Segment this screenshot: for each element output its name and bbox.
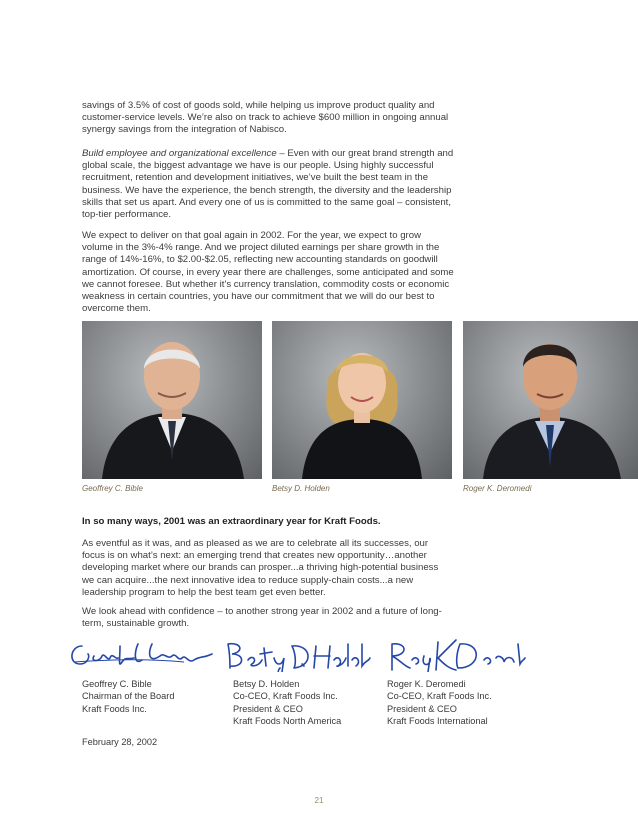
- signatory-title: Chairman of the Board: [82, 691, 175, 702]
- signatory-company: Kraft Foods Inc.: [82, 703, 147, 714]
- italic-lead: Build employee and organizational excellence: [82, 148, 277, 159]
- signatory-title: Co-CEO, Kraft Foods Inc.: [233, 691, 338, 702]
- paragraph-employee-excellence: [82, 148, 454, 221]
- signatory-name: Geoffrey C. Bible: [82, 679, 152, 689]
- italic-dash: –: [276, 148, 288, 159]
- paragraph-eventful-year: As eventful as it was, and as pleased as we are to celebrate all its successes, our focus is on what’s next: an emerging trend that creates new opportunity…another developing market where our brands can prosper...a thriving high-potential business we can acquire...the next innovative idea to reduce supply-chain costs...a new leadership program to help the best team get even better.: [82, 538, 439, 598]
- signatory-division: Kraft Foods International: [387, 716, 488, 727]
- signature-roger-deromedi: [386, 638, 526, 672]
- photo-roger-deromedi: [463, 321, 638, 479]
- paragraph-confidence: We look ahead with confidence – to another strong year in 2002 and a future of long-term, sustainable growth.: [82, 606, 442, 630]
- signatory-title-2: President & CEO: [233, 703, 303, 714]
- signatory-title: Co-CEO, Kraft Foods Inc.: [387, 691, 492, 702]
- signature-betsy-holden: [222, 638, 372, 672]
- headline: In so many ways, 2001 was an extraordinary year for Kraft Foods.: [82, 516, 381, 527]
- photo-betsy-holden: [272, 321, 452, 479]
- signatory-title-2: President & CEO: [387, 703, 457, 714]
- letter-date: February 28, 2002: [82, 737, 158, 747]
- paragraph-employee-body: Even with our great brand strength and global scale, the biggest advantage we have is our people. Using highly successful recruitment, retention and development initiatives, we’ve built the best team in the business. We have the experience, the bench strength, the diversity and the leadership skills that set us apart. And every one of us is committed to the same goal – consistent, top-tier performance.: [82, 148, 454, 221]
- signatory-division: Kraft Foods North America: [233, 716, 342, 727]
- photo-geoffrey-bible: [82, 321, 262, 479]
- paragraph-savings: savings of 3.5% of cost of goods sold, while helping us improve product quality and customer-service levels. We’re also on track to achieve $600 million in ongoing annual synergy savings from the integration of Nabisco.: [82, 100, 449, 136]
- caption-betsy-holden: Betsy D. Holden: [272, 484, 330, 493]
- page-number: 21: [314, 796, 324, 805]
- signature-geoffrey-bible: [64, 638, 214, 672]
- signatory-roger-deromedi: [387, 678, 492, 728]
- paragraph-outlook-2002: We expect to deliver on that goal again in 2002. For the year, we expect to grow volume in the 3%-4% range. And we project diluted earnings per share growth in the range of 14%-16%, to $2.00-$2.05, reflecting new accounting standards on goodwill amortization. Of course, in every year there are challenges, some anticipated and some we cannot foresee. But whether it’s currency translation, commodity costs or economic weakness in certain countries, you have our commitment that we will do our best to overcome them.: [82, 230, 454, 315]
- signatory-betsy-holden: [233, 678, 341, 728]
- caption-roger-deromedi: Roger K. Deromedi: [463, 484, 532, 493]
- signatory-name: Roger K. Deromedi: [387, 679, 466, 689]
- caption-geoffrey-bible: Geoffrey C. Bible: [82, 484, 143, 493]
- signatory-name: Betsy D. Holden: [233, 679, 300, 689]
- signatory-geoffrey-bible: [82, 678, 174, 715]
